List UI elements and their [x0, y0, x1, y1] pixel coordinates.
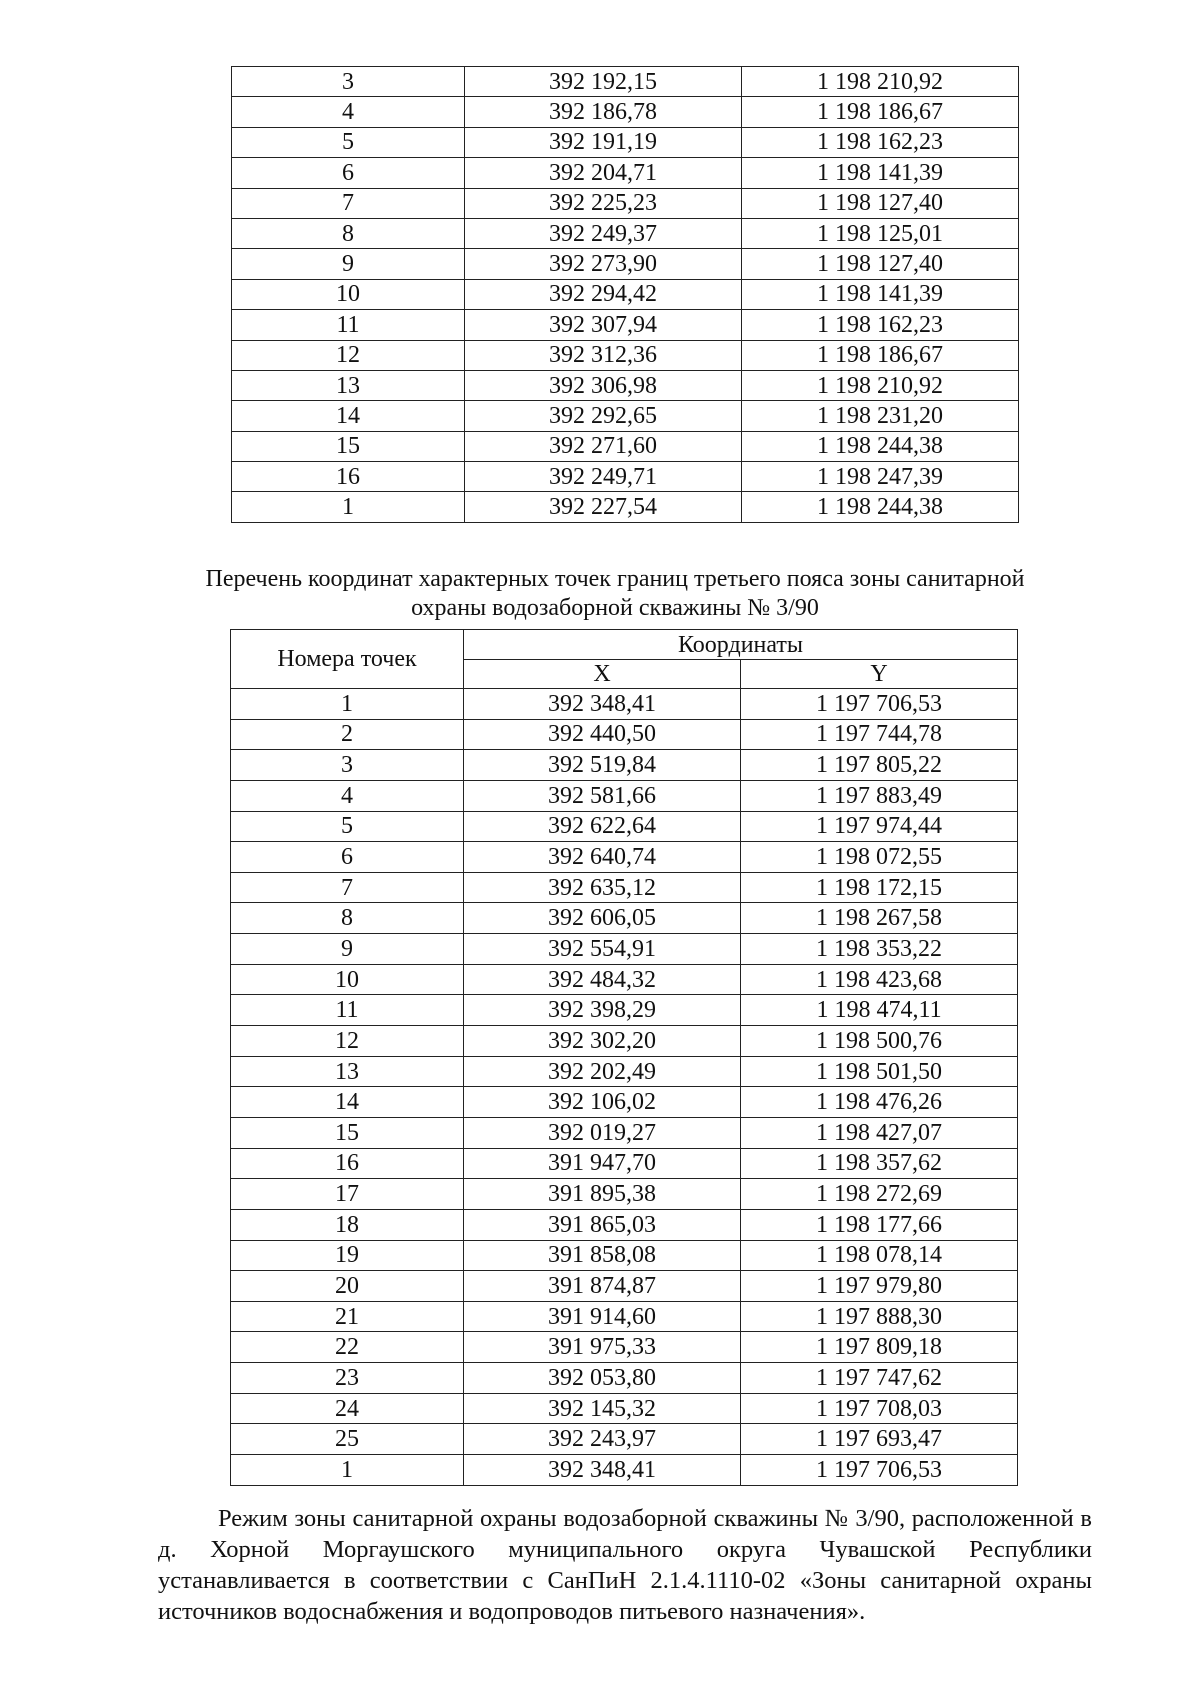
table-row	[231, 1087, 1018, 1118]
cell-point-number: 15	[232, 431, 465, 461]
cell-point-number: 14	[231, 1087, 464, 1118]
cell-point-number: 24	[231, 1393, 464, 1424]
table-row	[231, 872, 1018, 903]
table-row	[231, 1332, 1018, 1363]
table-row	[232, 462, 1019, 492]
cell-y: 1 198 357,62	[741, 1148, 1018, 1179]
cell-x: 392 606,05	[464, 903, 741, 934]
cell-x: 391 874,87	[464, 1271, 741, 1302]
table-row	[231, 1393, 1018, 1424]
cell-point-number: 14	[232, 401, 465, 431]
cell-y: 1 197 809,18	[741, 1332, 1018, 1363]
cell-x: 392 635,12	[464, 872, 741, 903]
cell-y: 1 198 127,40	[742, 188, 1019, 218]
cell-x: 392 186,78	[465, 97, 742, 127]
table-row	[232, 370, 1019, 400]
cell-y: 1 198 127,40	[742, 249, 1019, 279]
table-row	[231, 1455, 1018, 1486]
cell-x: 392 307,94	[465, 310, 742, 340]
cell-y: 1 198 501,50	[741, 1056, 1018, 1087]
table-row	[231, 903, 1018, 934]
coordinates-table-continued	[231, 66, 1019, 523]
table-row	[232, 310, 1019, 340]
cell-x: 392 302,20	[464, 1026, 741, 1057]
cell-x: 392 348,41	[464, 1455, 741, 1486]
table-row	[231, 995, 1018, 1026]
cell-x: 392 243,97	[464, 1424, 741, 1455]
cell-x: 391 975,33	[464, 1332, 741, 1363]
cell-x: 391 914,60	[464, 1301, 741, 1332]
table-row	[231, 964, 1018, 995]
cell-y: 1 198 125,01	[742, 218, 1019, 248]
cell-point-number: 21	[231, 1301, 464, 1332]
cell-point-number: 16	[231, 1148, 464, 1179]
cell-x: 392 249,71	[465, 462, 742, 492]
table-header	[231, 630, 1018, 689]
header-x: X	[464, 660, 741, 689]
table-row	[232, 340, 1019, 370]
cell-y: 1 198 231,20	[742, 401, 1019, 431]
cell-y: 1 198 427,07	[741, 1117, 1018, 1148]
table-row	[231, 1271, 1018, 1302]
cell-point-number: 13	[232, 370, 465, 400]
cell-x: 392 294,42	[465, 279, 742, 309]
cell-y: 1 197 706,53	[741, 689, 1018, 720]
cell-y: 1 197 979,80	[741, 1271, 1018, 1302]
cell-x: 392 202,49	[464, 1056, 741, 1087]
table-body	[231, 689, 1018, 1486]
table-row	[232, 97, 1019, 127]
cell-point-number: 16	[232, 462, 465, 492]
cell-y: 1 198 072,55	[741, 842, 1018, 873]
cell-y: 1 198 177,66	[741, 1209, 1018, 1240]
cell-point-number: 1	[232, 492, 465, 522]
cell-x: 392 622,64	[464, 811, 741, 842]
cell-point-number: 3	[231, 750, 464, 781]
cell-point-number: 11	[232, 310, 465, 340]
cell-y: 1 198 186,67	[742, 97, 1019, 127]
cell-point-number: 6	[232, 158, 465, 188]
table-row	[232, 431, 1019, 461]
table-row	[231, 1363, 1018, 1394]
coordinates-table-zone3	[230, 629, 1018, 1486]
table-row	[232, 158, 1019, 188]
cell-point-number: 7	[232, 188, 465, 218]
cell-y: 1 197 883,49	[741, 780, 1018, 811]
table-row	[232, 401, 1019, 431]
cell-point-number: 19	[231, 1240, 464, 1271]
cell-x: 392 348,41	[464, 689, 741, 720]
cell-point-number: 1	[231, 1455, 464, 1486]
table-row	[232, 67, 1019, 97]
table-row	[231, 750, 1018, 781]
cell-y: 1 197 693,47	[741, 1424, 1018, 1455]
cell-x: 392 484,32	[464, 964, 741, 995]
header-y: Y	[741, 660, 1018, 689]
cell-point-number: 7	[231, 872, 464, 903]
cell-x: 391 865,03	[464, 1209, 741, 1240]
table-row	[231, 780, 1018, 811]
cell-y: 1 198 474,11	[741, 995, 1018, 1026]
cell-x: 392 191,19	[465, 127, 742, 157]
table-row	[231, 842, 1018, 873]
cell-x: 392 312,36	[465, 340, 742, 370]
table-row	[231, 719, 1018, 750]
table-body	[232, 67, 1019, 523]
table-row	[231, 1056, 1018, 1087]
cell-y: 1 198 423,68	[741, 964, 1018, 995]
cell-point-number: 12	[232, 340, 465, 370]
table-row	[231, 1301, 1018, 1332]
cell-point-number: 12	[231, 1026, 464, 1057]
cell-y: 1 197 706,53	[741, 1455, 1018, 1486]
cell-y: 1 197 708,03	[741, 1393, 1018, 1424]
cell-x: 392 225,23	[465, 188, 742, 218]
cell-y: 1 198 078,14	[741, 1240, 1018, 1271]
cell-y: 1 198 500,76	[741, 1026, 1018, 1057]
cell-x: 392 554,91	[464, 934, 741, 965]
cell-point-number: 4	[232, 97, 465, 127]
cell-x: 392 292,65	[465, 401, 742, 431]
table-row	[231, 1240, 1018, 1271]
table-row	[231, 1424, 1018, 1455]
cell-point-number: 25	[231, 1424, 464, 1455]
cell-y: 1 198 172,15	[741, 872, 1018, 903]
cell-y: 1 198 476,26	[741, 1087, 1018, 1118]
regime-paragraph: Режим зоны санитарной охраны водозаборной скважины № 3/90, расположенной в д. Хорной Моргаушского муниципального округа Чувашской Республики устанавливается в соответствии с СанПиН 2.1.4.1110-02 «Зоны санитарной охраны источников водоснабжения и водопроводов питьевого назначения».	[158, 1505, 1092, 1625]
cell-x: 392 306,98	[465, 370, 742, 400]
cell-point-number: 18	[231, 1209, 464, 1240]
cell-x: 392 581,66	[464, 780, 741, 811]
cell-point-number: 6	[231, 842, 464, 873]
cell-y: 1 198 186,67	[742, 340, 1019, 370]
table-row	[232, 127, 1019, 157]
cell-point-number: 17	[231, 1179, 464, 1210]
cell-x: 392 271,60	[465, 431, 742, 461]
cell-x: 391 947,70	[464, 1148, 741, 1179]
cell-x: 392 273,90	[465, 249, 742, 279]
cell-y: 1 197 744,78	[741, 719, 1018, 750]
cell-x: 392 019,27	[464, 1117, 741, 1148]
cell-x: 392 145,32	[464, 1393, 741, 1424]
caption-line-2: охраны водозаборной скважины № 3/90	[411, 595, 819, 621]
cell-point-number: 10	[231, 964, 464, 995]
cell-x: 391 895,38	[464, 1179, 741, 1210]
cell-y: 1 198 210,92	[742, 67, 1019, 97]
table-row	[232, 249, 1019, 279]
table-row	[232, 218, 1019, 248]
cell-point-number: 2	[231, 719, 464, 750]
header-point-numbers: Номера точек	[231, 630, 464, 689]
cell-y: 1 198 272,69	[741, 1179, 1018, 1210]
cell-x: 392 398,29	[464, 995, 741, 1026]
cell-point-number: 11	[231, 995, 464, 1026]
table-row	[232, 279, 1019, 309]
cell-point-number: 13	[231, 1056, 464, 1087]
cell-x: 392 204,71	[465, 158, 742, 188]
table-row	[231, 811, 1018, 842]
cell-y: 1 198 141,39	[742, 158, 1019, 188]
cell-x: 392 640,74	[464, 842, 741, 873]
cell-point-number: 23	[231, 1363, 464, 1394]
cell-x: 391 858,08	[464, 1240, 741, 1271]
cell-y: 1 197 747,62	[741, 1363, 1018, 1394]
cell-y: 1 197 888,30	[741, 1301, 1018, 1332]
cell-point-number: 8	[232, 218, 465, 248]
table-row	[231, 1148, 1018, 1179]
cell-x: 392 519,84	[464, 750, 741, 781]
cell-y: 1 198 141,39	[742, 279, 1019, 309]
cell-point-number: 4	[231, 780, 464, 811]
cell-x: 392 249,37	[465, 218, 742, 248]
cell-x: 392 192,15	[465, 67, 742, 97]
cell-y: 1 198 244,38	[742, 492, 1019, 522]
header-coordinates: Координаты	[464, 630, 1018, 660]
cell-point-number: 9	[232, 249, 465, 279]
cell-point-number: 20	[231, 1271, 464, 1302]
table-row	[232, 492, 1019, 522]
cell-y: 1 198 353,22	[741, 934, 1018, 965]
cell-point-number: 8	[231, 903, 464, 934]
cell-point-number: 15	[231, 1117, 464, 1148]
cell-y: 1 198 244,38	[742, 431, 1019, 461]
caption-line-1: Перечень координат характерных точек границ третьего пояса зоны санитарной	[205, 566, 1025, 592]
table-row	[232, 188, 1019, 218]
table-row	[231, 1179, 1018, 1210]
cell-x: 392 106,02	[464, 1087, 741, 1118]
table-caption	[150, 565, 1080, 623]
cell-point-number: 5	[231, 811, 464, 842]
cell-y: 1 198 162,23	[742, 127, 1019, 157]
cell-point-number: 1	[231, 689, 464, 720]
cell-y: 1 198 247,39	[742, 462, 1019, 492]
cell-point-number: 3	[232, 67, 465, 97]
cell-point-number: 9	[231, 934, 464, 965]
table-row	[231, 1026, 1018, 1057]
cell-y: 1 197 805,22	[741, 750, 1018, 781]
cell-point-number: 5	[232, 127, 465, 157]
cell-y: 1 198 162,23	[742, 310, 1019, 340]
cell-y: 1 198 210,92	[742, 370, 1019, 400]
cell-point-number: 22	[231, 1332, 464, 1363]
cell-x: 392 440,50	[464, 719, 741, 750]
table-row	[231, 934, 1018, 965]
table-row	[231, 1209, 1018, 1240]
table-row	[231, 689, 1018, 720]
cell-point-number: 10	[232, 279, 465, 309]
cell-x: 392 053,80	[464, 1363, 741, 1394]
cell-x: 392 227,54	[465, 492, 742, 522]
table-row	[231, 1117, 1018, 1148]
cell-y: 1 197 974,44	[741, 811, 1018, 842]
cell-y: 1 198 267,58	[741, 903, 1018, 934]
